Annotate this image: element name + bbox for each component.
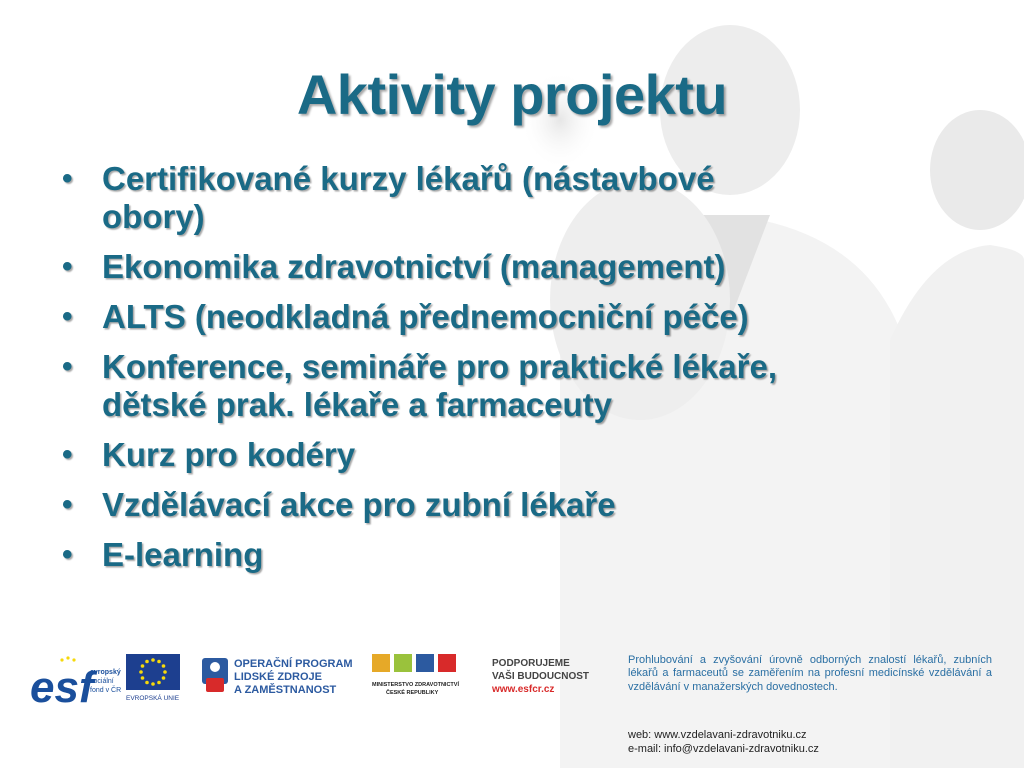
bullet-item [58,298,958,336]
bullet-item [58,160,958,236]
esf-logo-word: esf [30,663,94,710]
bullet-text-line: Vzdělávací akce pro zubní lékaře [102,486,616,523]
slide-title: Aktivity projektu [296,63,728,126]
op-logo-line: LIDSKÉ ZDROJE [234,671,323,683]
ministry-logo-line: MINISTERSTVO ZDRAVOTNICTVÍ [372,682,459,688]
bullet-text-line: dětské prak. lékaře a farmaceuty [102,386,612,423]
bullet-text-line: Certifikované kurzy lékařů (nástavbové [102,160,715,197]
bullet-dot: • [62,300,73,333]
bullet-text-line: ALTS (neodkladná přednemocniční péče) [102,298,749,335]
eu-flag [126,654,180,702]
bullet-text-line: E-learning [102,536,264,573]
bullet-text-line: Konference, semináře pro praktické lékaře, [102,348,777,385]
web-link[interactable]: web: www.vzdelavani-zdravotniku.cz [628,729,807,741]
esf-logo [30,656,121,710]
bullet-item [58,486,958,524]
bullet-item [58,536,958,574]
op-logo-line: OPERAČNÍ PROGRAM [234,658,353,670]
esf-logo-line: fond v ČR [90,687,122,694]
bullet-dot: • [62,350,73,383]
bullet-dot: • [62,488,73,521]
bullet-text-line: Ekonomika zdravotnictví (management) [102,248,726,285]
ministry-logo-line: ČESKÉ REPUBLIKY [386,690,439,696]
email-link[interactable]: e-mail: info@vzdelavani-zdravotniku.cz [628,743,819,755]
bullet-list [58,160,958,586]
ministry-logo [372,654,459,696]
support-url: www.esfcr.cz [492,684,555,695]
support-tagline-line: VAŠI BUDOUCNOST [492,671,590,682]
support-tagline-line: PODPORUJEME [492,658,570,669]
contact-block [628,728,1008,756]
bullet-dot: • [62,162,73,195]
project-description: Prohlubování a zvyšování úrovně odborných znalostí lékařů, zubních lékařů a farmaceutů se zaměřením na profesní medicínské vzdělávání a vzdělávání v manažerských dovednostech. [628,654,992,693]
bullet-dot: • [62,250,73,283]
bullet-item [58,348,958,424]
bullet-text-line: obory) [102,198,205,235]
esf-logo-line: sociální [90,678,114,685]
op-logo-line: A ZAMĚSTNANOST [234,684,337,696]
bullet-text-line: Kurz pro kodéry [102,436,356,473]
bullet-dot: • [62,538,73,571]
esf-logo-line: evropský [90,669,121,676]
support-tagline [491,658,589,695]
eu-flag-caption: EVROPSKÁ UNIE [126,695,180,702]
partner-logos [30,650,620,710]
bullet-item [58,248,958,286]
op-lzz-logo [202,657,353,696]
bullet-item [58,436,958,474]
bullet-dot: • [62,438,73,471]
